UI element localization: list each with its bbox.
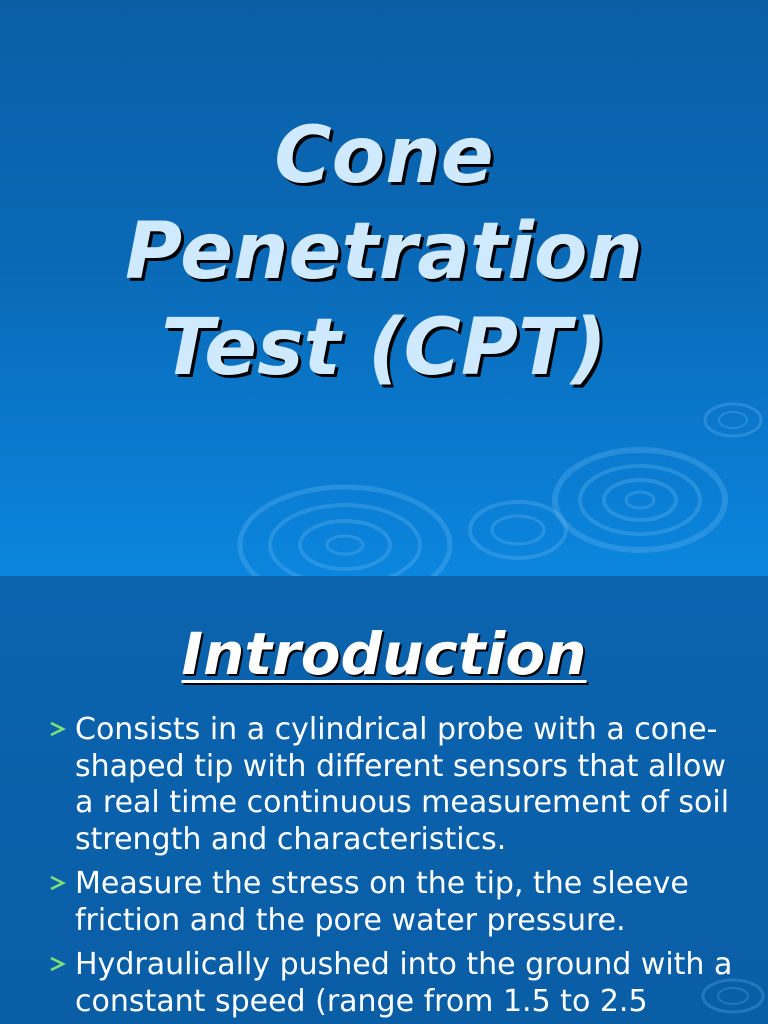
bullet-list [46,712,736,1024]
list-item [46,866,736,939]
bullet-text: Hydraulically pushed into the ground with a constant speed (range from 1.5 to 2.5 [75,947,733,1019]
title-line: Cone [274,111,494,201]
arrow-right-icon [48,720,66,738]
arrow-right-icon [48,955,66,973]
arrow-right-icon [48,874,66,892]
slide-title [0,108,768,396]
content-slide [0,576,768,1024]
list-item [46,712,736,858]
title-line: Penetration [125,207,643,297]
title-line: Test (CPT) [161,303,607,393]
bullet-text: Consists in a cylindrical probe with a cone-shaped tip with different sensors that allow a real time continuous measurement of soil strength and characteristics. [75,712,730,857]
list-item [46,947,736,1020]
slide-heading: Introduction [181,620,587,688]
bullet-text: Measure the stress on the tip, the sleeve friction and the pore water pressure. [75,866,689,938]
